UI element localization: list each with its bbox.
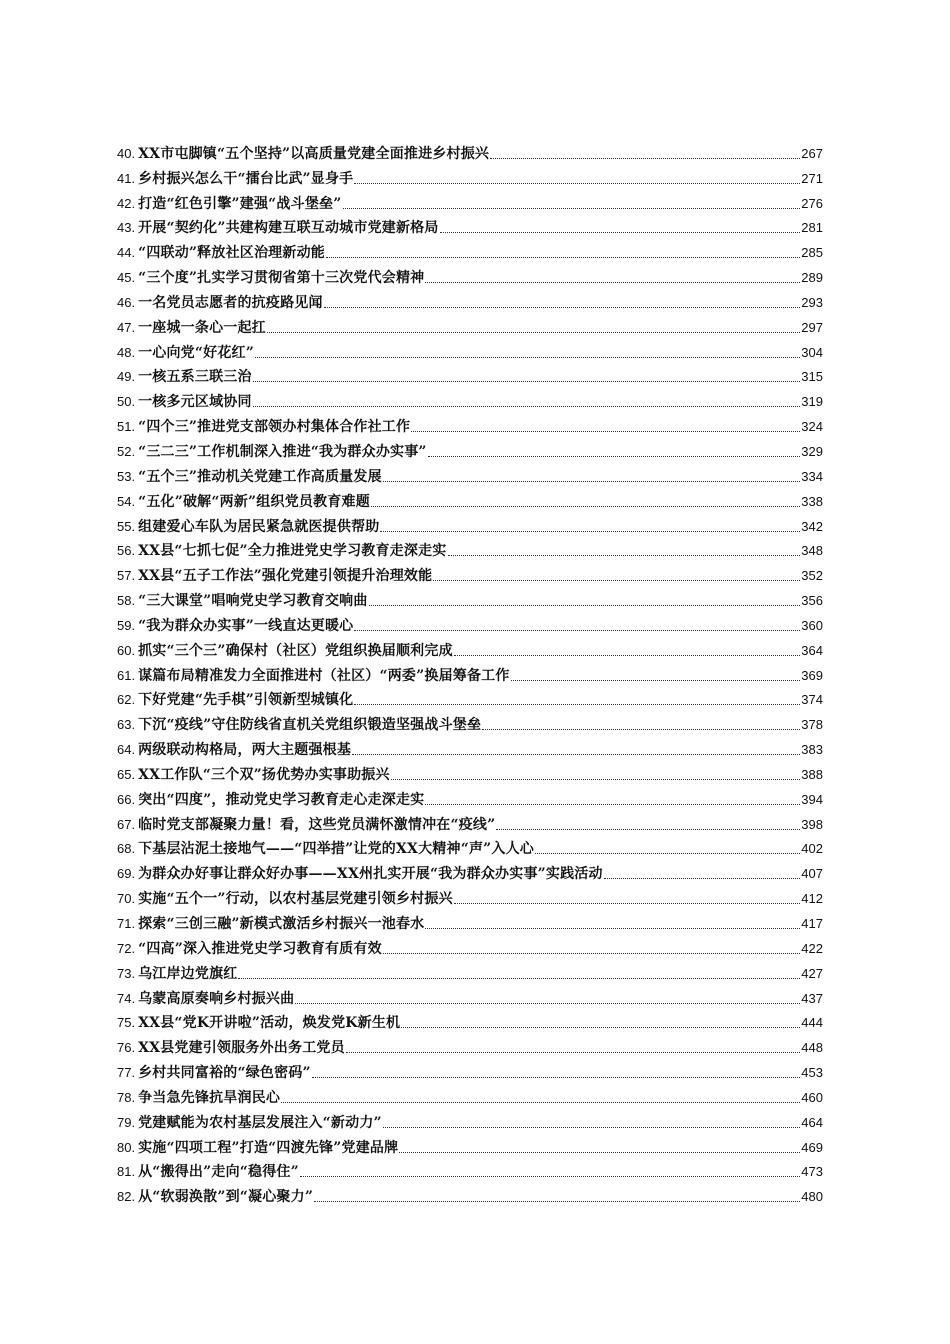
entry-title: 下沉“疫线”守住防线省直机关党组织锻造坚强战斗堡垒 bbox=[138, 717, 482, 734]
entry-page-number: 276 bbox=[801, 195, 823, 211]
dot-leader bbox=[383, 1127, 801, 1128]
dot-leader bbox=[371, 506, 800, 507]
entry-title: 乡村振兴怎么干“擂台比武”显身手 bbox=[138, 170, 354, 187]
toc-entry[interactable] bbox=[117, 834, 823, 859]
entry-title: 开展“契约化”共建构建互联互动城市党建新格局 bbox=[138, 220, 439, 237]
dot-leader bbox=[383, 953, 801, 954]
entry-page-number: 460 bbox=[801, 1089, 823, 1105]
toc-entry[interactable] bbox=[117, 461, 823, 486]
dot-leader bbox=[267, 332, 800, 333]
entry-number: 63. bbox=[117, 717, 136, 733]
entry-number: 55. bbox=[117, 518, 136, 534]
dot-leader bbox=[312, 1077, 801, 1078]
entry-number: 53. bbox=[117, 468, 136, 484]
entry-title: 打造“红色引擎”建强“战斗堡垒” bbox=[138, 195, 342, 212]
entry-page-number: 304 bbox=[801, 344, 823, 360]
entry-title: XX县“七抓七促”全力推进党史学习教育走深走实 bbox=[138, 543, 447, 560]
toc-entry[interactable] bbox=[117, 138, 823, 163]
entry-number: 43. bbox=[117, 220, 136, 236]
entry-page-number: 285 bbox=[801, 245, 823, 261]
entry-title: “四高”深入推进党史学习教育有质有效 bbox=[138, 940, 382, 957]
entry-page-number: 394 bbox=[801, 791, 823, 807]
entry-number: 79. bbox=[117, 1114, 136, 1130]
entry-title: 党建赋能为农村基层发展注入“新动力” bbox=[138, 1114, 382, 1131]
toc-entry[interactable] bbox=[117, 1057, 823, 1082]
dot-leader bbox=[454, 903, 801, 904]
entry-number: 64. bbox=[117, 742, 136, 758]
entry-number: 58. bbox=[117, 593, 136, 609]
toc-entry[interactable] bbox=[117, 411, 823, 436]
toc-entry[interactable] bbox=[117, 759, 823, 784]
dot-leader bbox=[343, 208, 801, 209]
entry-page-number: 448 bbox=[801, 1040, 823, 1056]
entry-page-number: 324 bbox=[801, 419, 823, 435]
entry-page-number: 402 bbox=[801, 841, 823, 857]
entry-page-number: 356 bbox=[801, 593, 823, 609]
toc-entry[interactable] bbox=[117, 784, 823, 809]
entry-page-number: 369 bbox=[801, 667, 823, 683]
entry-number: 81. bbox=[117, 1164, 136, 1180]
toc-entry[interactable] bbox=[117, 287, 823, 312]
toc-entry[interactable] bbox=[117, 213, 823, 238]
entry-number: 70. bbox=[117, 891, 136, 907]
dot-leader bbox=[253, 406, 801, 407]
entry-page-number: 422 bbox=[801, 940, 823, 956]
entry-page-number: 437 bbox=[801, 990, 823, 1006]
entry-page-number: 315 bbox=[801, 369, 823, 385]
entry-number: 46. bbox=[117, 294, 136, 310]
entry-number: 78. bbox=[117, 1089, 136, 1105]
entry-title: 乡村共同富裕的“绿色密码” bbox=[138, 1065, 311, 1082]
entry-title: XX县“五子工作法”强化党建引领提升治理效能 bbox=[138, 568, 433, 585]
toc-entry[interactable] bbox=[117, 436, 823, 461]
dot-leader bbox=[535, 853, 800, 854]
dot-leader bbox=[511, 680, 801, 681]
toc-entry[interactable] bbox=[117, 163, 823, 188]
entry-number: 77. bbox=[117, 1065, 136, 1081]
entry-number: 61. bbox=[117, 667, 136, 683]
entry-number: 57. bbox=[117, 568, 136, 584]
entry-title: XX县“党K开讲啦”活动，焕发党K新生机 bbox=[138, 1015, 401, 1032]
dot-leader bbox=[399, 1152, 800, 1153]
entry-page-number: 412 bbox=[801, 891, 823, 907]
entry-number: 65. bbox=[117, 766, 136, 782]
entry-title: XX市屯脚镇“五个坚持”以高质量党建全面推进乡村振兴 bbox=[138, 145, 490, 162]
entry-number: 82. bbox=[117, 1189, 136, 1205]
dot-leader bbox=[255, 357, 800, 358]
dot-leader bbox=[425, 928, 800, 929]
dot-leader bbox=[496, 829, 800, 830]
toc-entry[interactable] bbox=[117, 635, 823, 660]
dot-leader bbox=[253, 381, 801, 382]
entry-title: 争当急先锋抗旱润民心 bbox=[138, 1089, 281, 1106]
entry-title: 两级联动构格局，两大主题强根基 bbox=[138, 742, 352, 759]
entry-number: 69. bbox=[117, 866, 136, 882]
entry-page-number: 319 bbox=[801, 394, 823, 410]
dot-leader bbox=[300, 1176, 800, 1177]
toc-entry[interactable] bbox=[117, 958, 823, 983]
table-of-contents bbox=[117, 138, 823, 1206]
entry-number: 42. bbox=[117, 195, 136, 211]
toc-entry[interactable] bbox=[117, 1032, 823, 1057]
dot-leader bbox=[425, 282, 800, 283]
entry-title: “五化”破解“两新”组织党员教育难题 bbox=[138, 493, 370, 510]
dot-leader bbox=[238, 978, 800, 979]
toc-entry[interactable] bbox=[117, 337, 823, 362]
entry-number: 40. bbox=[117, 145, 136, 161]
dot-leader bbox=[391, 779, 801, 780]
entry-page-number: 338 bbox=[801, 493, 823, 509]
entry-number: 44. bbox=[117, 245, 136, 261]
entry-title: 一心向党“好花红” bbox=[138, 344, 254, 361]
dot-leader bbox=[354, 183, 800, 184]
entry-page-number: 444 bbox=[801, 1015, 823, 1031]
entry-title: 抓实“三个三”确保村（社区）党组织换届顺利完成 bbox=[138, 642, 453, 659]
entry-title: 为群众办好事让群众好办事——XX州扎实开展“我为群众办实事”实践活动 bbox=[138, 866, 603, 883]
entry-number: 47. bbox=[117, 319, 136, 335]
dot-leader bbox=[369, 605, 801, 606]
toc-entry[interactable] bbox=[117, 237, 823, 262]
entry-number: 62. bbox=[117, 692, 136, 708]
entry-title: 乌江岸边党旗红 bbox=[138, 965, 238, 982]
entry-page-number: 360 bbox=[801, 617, 823, 633]
toc-entry[interactable] bbox=[117, 883, 823, 908]
entry-title: 一核多元区域协同 bbox=[138, 394, 252, 411]
toc-entry[interactable] bbox=[117, 809, 823, 834]
dot-leader bbox=[454, 655, 801, 656]
entry-page-number: 480 bbox=[801, 1189, 823, 1205]
entry-page-number: 352 bbox=[801, 568, 823, 584]
toc-entry[interactable] bbox=[117, 983, 823, 1008]
toc-entry[interactable] bbox=[117, 1132, 823, 1157]
dot-leader bbox=[401, 1027, 800, 1028]
toc-entry[interactable] bbox=[117, 486, 823, 511]
entry-title: “三个度”扎实学习贯彻省第十三次党代会精神 bbox=[138, 270, 425, 287]
entry-page-number: 281 bbox=[801, 220, 823, 236]
toc-entry[interactable] bbox=[117, 386, 823, 411]
dot-leader bbox=[314, 1201, 800, 1202]
entry-page-number: 417 bbox=[801, 916, 823, 931]
entry-title: 下基层沾泥土接地气——“四举措”让党的XX大精神“声”入人心 bbox=[138, 841, 535, 858]
toc-entry[interactable] bbox=[117, 1008, 823, 1033]
entry-page-number: 453 bbox=[801, 1065, 823, 1081]
entry-number: 51. bbox=[117, 419, 136, 435]
toc-entry[interactable] bbox=[117, 1107, 823, 1132]
entry-title: “五个三”推动机关党建工作高质量发展 bbox=[138, 468, 382, 485]
entry-number: 72. bbox=[117, 940, 136, 956]
dot-leader bbox=[354, 630, 800, 631]
entry-number: 50. bbox=[117, 394, 136, 410]
entry-number: 66. bbox=[117, 791, 136, 807]
dot-leader bbox=[326, 257, 800, 258]
entry-number: 75. bbox=[117, 1015, 136, 1031]
toc-entry[interactable] bbox=[117, 262, 823, 287]
entry-page-number: 297 bbox=[801, 319, 823, 335]
entry-number: 56. bbox=[117, 543, 136, 559]
dot-leader bbox=[281, 1102, 800, 1103]
entry-page-number: 334 bbox=[801, 468, 823, 484]
entry-page-number: 464 bbox=[801, 1114, 823, 1130]
entry-page-number: 473 bbox=[801, 1164, 823, 1180]
entry-page-number: 271 bbox=[801, 170, 823, 186]
entry-page-number: 348 bbox=[801, 543, 823, 559]
entry-page-number: 289 bbox=[801, 270, 823, 286]
toc-entry[interactable] bbox=[117, 312, 823, 337]
entry-number: 52. bbox=[117, 443, 136, 459]
entry-number: 68. bbox=[117, 841, 136, 857]
dot-leader bbox=[448, 555, 801, 556]
dot-leader bbox=[346, 1052, 800, 1053]
dot-leader bbox=[490, 158, 800, 159]
entry-number: 76. bbox=[117, 1040, 136, 1056]
toc-entry[interactable] bbox=[117, 858, 823, 883]
entry-title: 一核五系三联三治 bbox=[138, 369, 252, 386]
entry-title: 一名党员志愿者的抗疫路见闻 bbox=[138, 294, 323, 311]
entry-number: 71. bbox=[117, 916, 136, 931]
entry-page-number: 383 bbox=[801, 742, 823, 758]
toc-entry[interactable] bbox=[117, 188, 823, 213]
entry-title: 实施“五个一”行动，以农村基层党建引领乡村振兴 bbox=[138, 891, 453, 908]
dot-leader bbox=[380, 531, 800, 532]
dot-leader bbox=[354, 704, 800, 705]
dot-leader bbox=[604, 878, 801, 879]
entry-page-number: 267 bbox=[801, 145, 823, 161]
entry-title: 突出“四度”，推动党史学习教育走心走深走实 bbox=[138, 791, 425, 808]
entry-number: 67. bbox=[117, 816, 136, 832]
dot-leader bbox=[433, 580, 800, 581]
entry-page-number: 364 bbox=[801, 642, 823, 658]
toc-entry[interactable] bbox=[117, 1157, 823, 1182]
entry-title: 临时党支部凝聚力量！看，这些党员满怀激情冲在“疫线” bbox=[138, 816, 496, 833]
toc-entry[interactable] bbox=[117, 511, 823, 536]
toc-entry[interactable] bbox=[117, 685, 823, 710]
dot-leader bbox=[482, 729, 800, 730]
dot-leader bbox=[440, 232, 801, 233]
entry-title: 从“软弱涣散”到“凝心聚力” bbox=[138, 1189, 314, 1206]
dot-leader bbox=[428, 456, 801, 457]
entry-page-number: 427 bbox=[801, 965, 823, 981]
dot-leader bbox=[411, 431, 800, 432]
entry-page-number: 329 bbox=[801, 443, 823, 459]
toc-entry[interactable] bbox=[117, 560, 823, 585]
entry-number: 41. bbox=[117, 170, 136, 186]
toc-entry[interactable] bbox=[117, 1082, 823, 1107]
entry-number: 48. bbox=[117, 344, 136, 360]
entry-title: 乌蒙高原奏响乡村振兴曲 bbox=[138, 990, 295, 1007]
entry-title: 从“搬得出”走向“稳得住” bbox=[138, 1164, 299, 1181]
entry-title: 探索“三创三融”新模式激活乡村振兴一池春水 bbox=[138, 916, 425, 932]
entry-title: “我为群众办实事”一线直达更暖心 bbox=[138, 617, 354, 634]
entry-page-number: 398 bbox=[801, 816, 823, 832]
dot-leader bbox=[324, 307, 801, 308]
toc-entry[interactable] bbox=[117, 908, 823, 933]
entry-title: XX县党建引领服务外出务工党员 bbox=[138, 1040, 345, 1057]
entry-title: 谋篇布局精准发力全面推进村（社区）“两委”换届筹备工作 bbox=[138, 667, 510, 684]
toc-entry[interactable] bbox=[117, 610, 823, 635]
toc-entry[interactable] bbox=[117, 585, 823, 610]
entry-page-number: 374 bbox=[801, 692, 823, 708]
entry-page-number: 293 bbox=[801, 294, 823, 310]
toc-entry[interactable] bbox=[117, 933, 823, 958]
entry-title: 组建爱心车队为居民紧急就医提供帮助 bbox=[138, 518, 380, 535]
entry-title: “四个三”推进党支部领办村集体合作社工作 bbox=[138, 419, 411, 436]
entry-number: 74. bbox=[117, 990, 136, 1006]
dot-leader bbox=[425, 804, 800, 805]
toc-entry[interactable] bbox=[117, 536, 823, 561]
entry-title: “三大课堂”唱响党史学习教育交响曲 bbox=[138, 593, 368, 610]
entry-title: “三二三”工作机制深入推进“我为群众办实事” bbox=[138, 443, 427, 460]
toc-entry[interactable] bbox=[117, 734, 823, 759]
entry-number: 49. bbox=[117, 369, 136, 385]
entry-title: XX工作队“三个双”扬优势办实事助振兴 bbox=[138, 766, 390, 783]
entry-page-number: 378 bbox=[801, 717, 823, 733]
entry-page-number: 342 bbox=[801, 518, 823, 534]
toc-entry[interactable] bbox=[117, 660, 823, 685]
entry-number: 59. bbox=[117, 617, 136, 633]
entry-title: 实施“四项工程”打造“四渡先锋”党建品牌 bbox=[138, 1139, 399, 1156]
entry-title: 一座城一条心一起扛 bbox=[138, 319, 266, 336]
dot-leader bbox=[352, 754, 800, 755]
toc-entry[interactable] bbox=[117, 709, 823, 734]
entry-number: 54. bbox=[117, 493, 136, 509]
entry-page-number: 469 bbox=[801, 1139, 823, 1155]
entry-number: 60. bbox=[117, 642, 136, 658]
toc-entry[interactable] bbox=[117, 362, 823, 387]
entry-title: 下好党建“先手棋”引领新型城镇化 bbox=[138, 692, 354, 709]
entry-number: 45. bbox=[117, 270, 136, 286]
entry-number: 80. bbox=[117, 1139, 136, 1155]
entry-number: 73. bbox=[117, 965, 136, 981]
entry-page-number: 407 bbox=[801, 866, 823, 882]
dot-leader bbox=[295, 1003, 800, 1004]
toc-entry[interactable] bbox=[117, 1181, 823, 1206]
entry-title: “四联动”释放社区治理新动能 bbox=[138, 245, 325, 262]
entry-page-number: 388 bbox=[801, 766, 823, 782]
dot-leader bbox=[383, 481, 801, 482]
